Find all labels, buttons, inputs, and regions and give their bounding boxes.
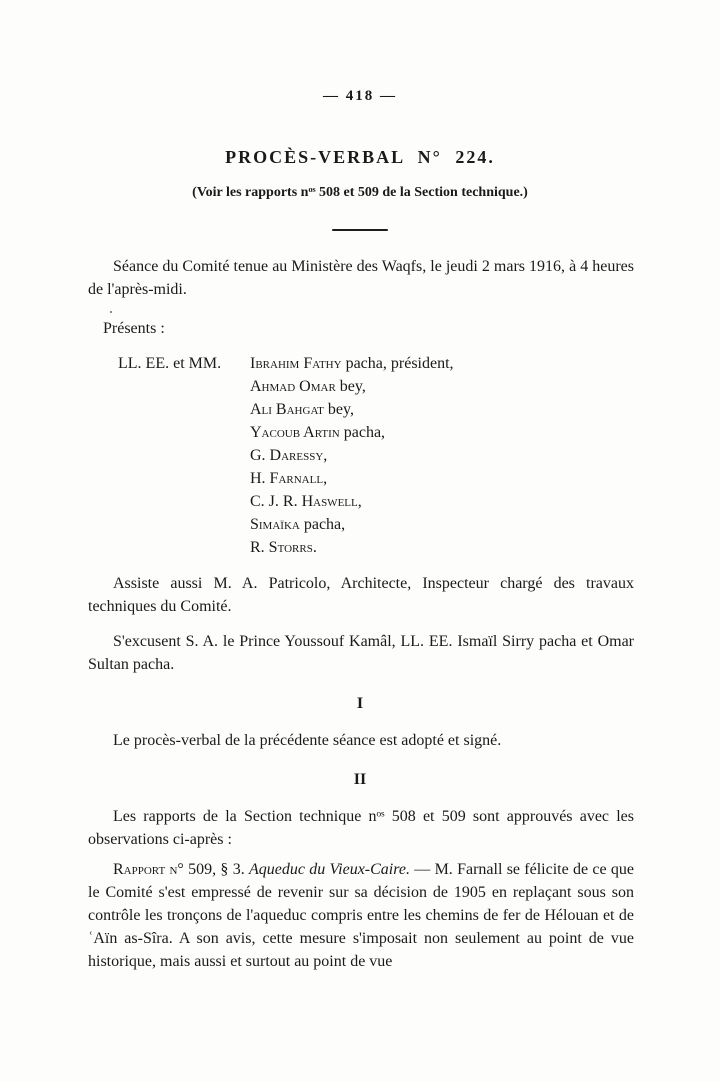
attendee-row [250, 513, 454, 536]
title-separator [332, 229, 388, 231]
attendee-row [250, 375, 454, 398]
section-2-numeral: II [353, 771, 367, 788]
rapport-label: Rapport n° 509, § 3. [113, 861, 249, 878]
attendee-row [250, 421, 454, 444]
attendee-row [250, 467, 454, 490]
attendee-name: Yacoub Artin [250, 424, 340, 441]
attendee-suffix: pacha, président, [341, 355, 454, 372]
attendee-row [250, 444, 454, 467]
attendee-name: Ali Bahgat [250, 401, 324, 418]
scan-speck [110, 311, 112, 313]
attendee-suffix: , [323, 447, 328, 464]
attendee-name: Ibrahim Fathy [250, 355, 342, 372]
rapport-body: — M. Farnall se félicite de ce que le Comité s'est empressé de revenir sur sa décision de 1905 en replaçant sous son contrôle les tronçons de l'aqueduc compris entre les chemins de fer de Hélouan et de ʿAïn as-Sîra. A son avis, cette mesure s'imposait non seulement au point de vue historique, mais aussi et surtout au point de vue [88, 861, 635, 970]
attendees-names-column [250, 352, 454, 559]
attendees-prefix: LL. EE. et MM. [118, 355, 222, 372]
paragraph-seance: Séance du Comité tenue au Ministère des Waqfs, le jeudi 2 mars 1916, à 4 heures de l'après-midi. [88, 258, 634, 298]
rapport-article-title: Aqueduc du Vieux-Caire. [249, 861, 410, 878]
presents-label: Présents : [103, 320, 165, 337]
document-subtitle: (Voir les rapports nᵒˢ 508 et 509 de la Section technique.) [192, 185, 528, 200]
attendee-suffix: pacha, [339, 424, 386, 441]
attendee-name: C. J. R. Haswell [250, 493, 358, 510]
attendee-suffix: bey, [335, 378, 366, 395]
attendees-list [118, 352, 454, 559]
section-1-numeral: I [356, 695, 364, 712]
attendee-name: G. Daressy [250, 447, 324, 464]
attendee-suffix: bey, [323, 401, 354, 418]
section-2-body: Les rapports de la Section technique nᵒˢ 508 et 509 sont approuvés avec les observations ci-après : [88, 808, 634, 848]
attendee-row [250, 352, 454, 375]
paragraph-assiste: Assiste aussi M. A. Patricolo, Architecte, Inspecteur chargé des travaux techniques du Comité. [88, 575, 634, 615]
paragraph-rapport [88, 858, 634, 973]
attendee-name: H. Farnall [250, 470, 324, 487]
paragraph-excuses: S'excusent S. A. le Prince Youssouf Kamâl, LL. EE. Ismaïl Sirry pacha et Omar Sultan pacha. [88, 633, 634, 673]
page-number: — 418 — [323, 88, 397, 104]
attendee-suffix: pacha, [299, 516, 346, 533]
attendee-suffix: , [323, 470, 328, 487]
attendee-name: R. Storrs [250, 539, 313, 556]
attendee-row [250, 490, 454, 513]
attendee-name: Simaïka [250, 516, 300, 533]
attendee-suffix: . [312, 539, 317, 556]
attendee-suffix: , [357, 493, 362, 510]
section-1-body: Le procès-verbal de la précédente séance est adopté et signé. [113, 732, 502, 749]
attendee-row [250, 398, 454, 421]
document-title: PROCÈS-VERBAL N° 224. [225, 147, 495, 167]
attendee-row [250, 536, 454, 559]
attendee-name: Ahmad Omar [250, 378, 336, 395]
